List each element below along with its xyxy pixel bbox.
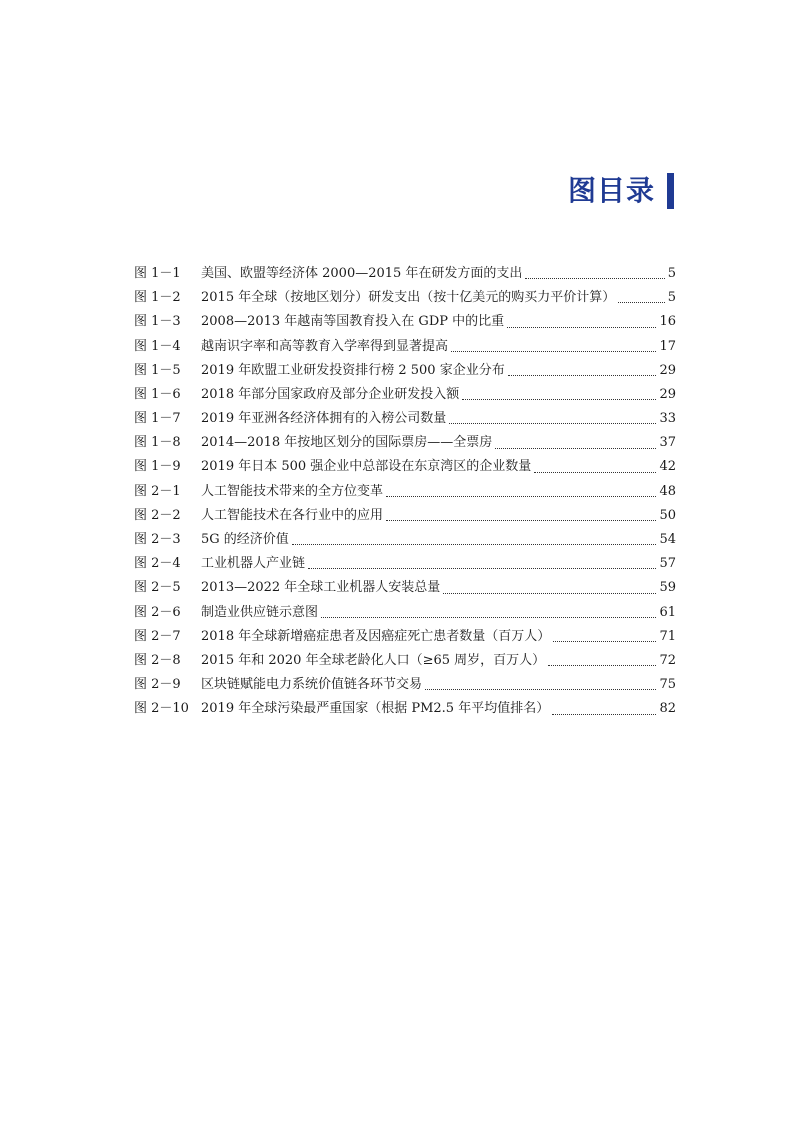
figure-title: 2018 年部分国家政府及部分企业研发投入额 (201, 386, 460, 402)
figure-number: 图 2－1 (134, 483, 181, 499)
toc-entry[interactable] (134, 576, 676, 600)
toc-entry[interactable] (134, 456, 676, 480)
toc-entry[interactable] (134, 431, 676, 455)
dot-leader (548, 665, 656, 666)
toc-entry[interactable] (134, 262, 676, 286)
page-number: 72 (659, 652, 676, 668)
figure-title: 工业机器人产业链 (201, 556, 306, 572)
dot-leader (321, 617, 656, 618)
toc-entry[interactable] (134, 310, 676, 334)
toc-entry[interactable] (134, 601, 676, 625)
figure-number: 图 1－4 (134, 338, 181, 354)
toc-entry[interactable] (134, 528, 676, 552)
figure-title: 区块链赋能电力系统价值链各环节交易 (201, 677, 423, 693)
page-number: 5 (667, 290, 676, 306)
figure-number: 图 2－8 (134, 652, 181, 668)
figure-number: 图 1－5 (134, 362, 181, 378)
figure-number: 图 1－1 (134, 265, 181, 281)
page-number: 61 (659, 604, 676, 620)
page-number: 29 (659, 386, 676, 402)
figure-number: 图 2－5 (134, 580, 181, 596)
table-of-figures (134, 262, 676, 722)
page-number: 37 (659, 435, 676, 451)
figure-number: 图 1－3 (134, 314, 181, 330)
figure-number: 图 1－6 (134, 386, 181, 402)
figure-title: 人工智能技术在各行业中的应用 (201, 507, 384, 523)
toc-entry[interactable] (134, 649, 676, 673)
dot-leader (495, 448, 656, 449)
dot-leader (525, 278, 664, 279)
page-number: 42 (659, 459, 676, 475)
figure-title: 2019 年全球污染最严重国家（根据 PM2.5 年平均值排名） (201, 701, 550, 717)
figure-number: 图 1－8 (134, 435, 181, 451)
figure-title: 2015 年全球（按地区划分）研发支出（按十亿美元的购买力平价计算） (201, 290, 616, 306)
figure-title: 人工智能技术带来的全方位变革 (201, 483, 384, 499)
dot-leader (553, 641, 656, 642)
toc-entry[interactable] (134, 552, 676, 576)
figure-number: 图 1－2 (134, 290, 181, 306)
figure-title: 2008—2013 年越南等国教育投入在 GDP 中的比重 (201, 314, 505, 330)
dot-leader (386, 496, 656, 497)
title-accent-bar (667, 173, 674, 209)
page-number: 17 (659, 338, 676, 354)
toc-entry[interactable] (134, 697, 676, 721)
page-number: 50 (659, 507, 676, 523)
figure-title: 2014—2018 年按地区划分的国际票房——全票房 (201, 435, 493, 451)
figure-title: 越南识字率和高等教育入学率得到显著提高 (201, 338, 449, 354)
figure-number: 图 2－4 (134, 556, 181, 572)
dot-leader (552, 714, 656, 715)
toc-entry[interactable] (134, 480, 676, 504)
toc-entry[interactable] (134, 625, 676, 649)
toc-entry[interactable] (134, 407, 676, 431)
figure-number: 图 2－2 (134, 507, 181, 523)
page-number: 75 (659, 677, 676, 693)
figure-title: 2019 年日本 500 强企业中总部设在东京湾区的企业数量 (201, 459, 532, 475)
page-number: 33 (659, 411, 676, 427)
figure-title: 美国、欧盟等经济体 2000—2015 年在研发方面的支出 (201, 265, 523, 281)
figure-number: 图 1－9 (134, 459, 181, 475)
dot-leader (508, 375, 657, 376)
dot-leader (618, 302, 665, 303)
page-header (568, 172, 674, 210)
dot-leader (443, 593, 656, 594)
figure-title: 2019 年欧盟工业研发投资排行榜 2 500 家企业分布 (201, 362, 505, 378)
page-number: 29 (659, 362, 676, 378)
figure-number: 图 2－7 (134, 628, 181, 644)
toc-entry[interactable] (134, 359, 676, 383)
dot-leader (507, 327, 656, 328)
figure-number: 图 1－7 (134, 411, 181, 427)
dot-leader (386, 520, 656, 521)
page-number: 82 (659, 701, 676, 717)
toc-entry[interactable] (134, 383, 676, 407)
figure-title: 2018 年全球新增癌症患者及因癌症死亡患者数量（百万人） (201, 628, 551, 644)
figure-number: 图 2－9 (134, 677, 181, 693)
dot-leader (425, 689, 656, 690)
figure-title: 2015 年和 2020 年全球老龄化人口（≥65 周岁，百万人） (201, 652, 546, 668)
dot-leader (451, 351, 656, 352)
figure-number: 图 2－10 (134, 701, 189, 717)
toc-entry[interactable] (134, 286, 676, 310)
page-number: 16 (659, 314, 676, 330)
figure-title: 2019 年亚洲各经济体拥有的入榜公司数量 (201, 411, 447, 427)
page-number: 48 (659, 483, 676, 499)
dot-leader (308, 568, 656, 569)
figure-title: 5G 的经济价值 (201, 532, 289, 548)
figure-number: 图 2－3 (134, 532, 181, 548)
dot-leader (449, 423, 656, 424)
toc-entry[interactable] (134, 335, 676, 359)
dot-leader (292, 544, 657, 545)
toc-entry[interactable] (134, 504, 676, 528)
page-number: 71 (659, 628, 676, 644)
page-number: 57 (659, 556, 676, 572)
page-number: 5 (667, 265, 676, 281)
toc-entry[interactable] (134, 673, 676, 697)
dot-leader (462, 399, 656, 400)
figure-title: 制造业供应链示意图 (201, 604, 319, 620)
dot-leader (534, 472, 656, 473)
page-number: 59 (659, 580, 676, 596)
figure-number: 图 2－6 (134, 604, 181, 620)
page-number: 54 (659, 532, 676, 548)
page-title: 图目录 (567, 174, 655, 207)
figure-title: 2013—2022 年全球工业机器人安装总量 (201, 580, 441, 596)
